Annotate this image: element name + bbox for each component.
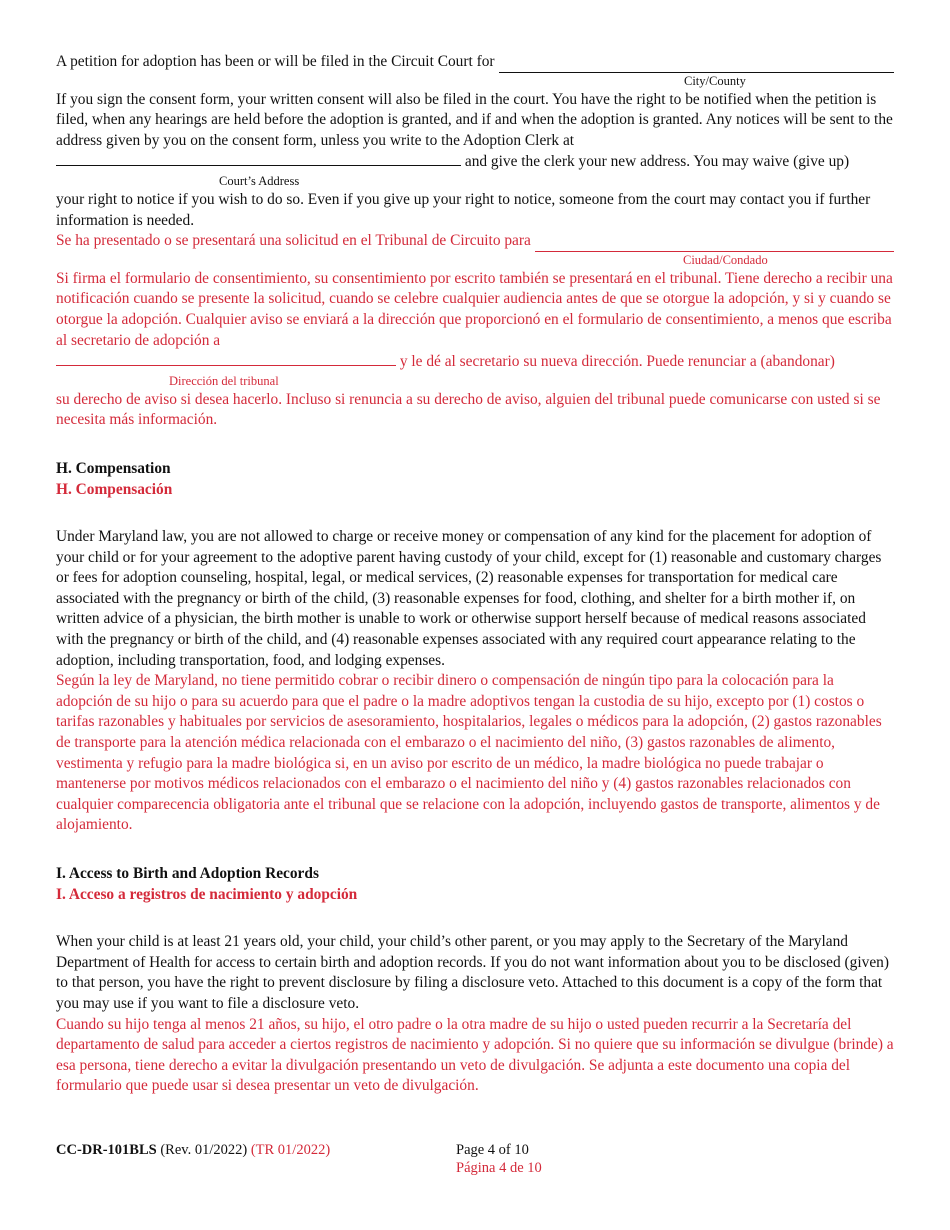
city-label-row: [56, 73, 894, 90]
petition-text-es: Se ha presentado o se presentará una solicitud en el Tribunal de Circuito para: [56, 232, 531, 250]
section-i-title-es: I. Acceso a registros de nacimiento y adopción: [56, 885, 358, 903]
direccion-label-row: [56, 373, 894, 390]
ciudad-condado-blank[interactable]: [535, 236, 894, 252]
document-page: A petition for adoption has been or will be filed in the Circuit Court for City/County If you sign the consent form, your written consent will also be filed in the court. You have the right to be notified when the petition is filed, when any hearings are held before the adoption is granted, and if and when the adoption is granted. Any notices will be sent to the address given by you on the consent form, unless you write to the Adoption Clerk at and give the clerk your new address. You may waive (give up) Court’s Address your right to notice if you wish to do so. Even if you give up your right to notice, someone from the court may contact you if further information is needed. Se ha presentado o se presentará una solicitud en el Tribunal de Circuito para Ciudad/Condado Si firma el formulario de consentimiento, su consentimiento por escrito también se presentará en el tribunal. Tiene derecho a recibir una notificación cuando se presente la solicitud, cuando se celebre cualquier audiencia antes de que se otorgue la adopción, y si y cuando se otorgue la adopción. Cualquier aviso se enviará a la dirección que proporcionó en el formulario de consentimiento, a menos que escriba al secretario de adopción a y le dé al secretario su nueva dirección. Puede renunciar a (abandonar) Dirección del tribunal su derecho de aviso si desea hacerlo. Incluso si renuncia a su derecho de aviso, alguien del tribunal puede comunicarse con usted si se necesita más información. H. Compensation H. Compensación Under Maryland law, you are not allowed to charge or receive money or compensation of any kind for the placement for adoption of your child or for your agreement to the adoptive parent having custody of your child, except for (1) reasonable and customary charges or fees for adoption counseling, hospital, legal, or medical services, (2) reasonable expenses for transportation for medical care associated with the pregnancy or birth of the child, (3) reasonable expenses for food, clothing, and shelter for a birth mother if, on written advice of a physician, the birth mother is unable to work or otherwise support herself because of medical reasons associated with the pregnancy or birth of the child, and (4) reasonable expenses associated with any required court appearance relating to the adoption, including transportation, food, and lodging expenses. Según la ley de Maryland, no tiene permitido cobrar o recibir dinero o compensación de ningún tipo para la colocación para la adopción de su hijo o para su acuerdo para que el padre o la madre adoptivos tengan la custodia de su hijo, excepto por (1) costos o tarifas razonables y habituales por servicios de asesoramiento, hospitalarios, legales o médicos para la adopción, (2) gastos razonables de transporte para la atención médica relacionada con el embarazo o el nacimiento del niño, (3) gastos razonables de alimento, vestimenta y refugio para la madre biológica si, en un aviso por escrito de un médico, la madre biológica no puede trabajar o mantenerse por motivos médicos relacionados con el embarazo o el nacimiento del niño y (4) gastos razonables relacionados con cualquier comparecencia obligatoria ante el tribunal que se relacione con la adopción, incluyendo gastos de transporte, alimentos y de alojamiento. I. Access to Birth and Adoption Records I. Acceso a registros de nacimiento y adopción When your child is at least 21 years old, your child, your child’s other parent, or you may apply to the Secretary of the Maryland Department of Health for access to certain birth and adoption records. If you do not want information about you to be disclosed (given) to that person, you have the right to prevent disclosure by filing a disclosure veto. Attached to this document is a copy of the form that you may use if you want to file a disclosure veto. Cuando su hijo tenga al menos 21 años, su hijo, el otro padre o la otra madre de su hijo o usted pueden recurrir a la Secretaría del departamento de salud para acceder a ciertos registros de nacimiento y adopción. Si no quiere que su información se divulgue (brinde) a esa persona, tiene derecho a evitar la divulgación presentando un veto de divulgación. Se adjunta a este documento una copia del formulario que puede usar si desea presentar un veto de divulgación. CC-DR-101BLS (Rev. 01/2022) (TR 01/2022) Page 4 of 10 Página 4 de 10: [56, 53, 894, 1176]
form-identifier: [56, 1141, 330, 1159]
compensation-body-en: Under Maryland law, you are not allowed to charge or receive money or compensation of any kind for the placement for adoption of your child or for your agreement to the adoptive parent having custody of your child, except for (1) reasonable and customary charges or fees for adoption counseling, hospital, legal, or medical services, (2) reasonable expenses for transportation for medical care associated with the pregnancy or birth of the child, (3) reasonable expenses for food, clothing, and shelter for a birth mother if, on written advice of a physician, the birth mother is unable to work or otherwise support herself because of medical reasons associated with the pregnancy or birth of the child, and (4) reasonable expenses associated with any required court appearance relating to the adoption, including transportation, food, and lodging expenses.: [56, 528, 882, 669]
page-content: [56, 52, 894, 1097]
translation-revision: (TR 01/2022): [250, 1142, 331, 1158]
court-address-blank[interactable]: [56, 151, 461, 166]
petition-line-es: [56, 231, 894, 252]
address-label-row: [56, 173, 894, 190]
section-h-title-en: H. Compensation: [56, 459, 171, 477]
section-i-title-en: I. Access to Birth and Adoption Records: [56, 865, 319, 882]
city-county-label: City/County: [684, 73, 746, 88]
records-body-es: Cuando su hijo tenga al menos 21 años, su hijo, el otro padre o la otra madre de su hijo o usted pueden recurrir a la Secretaría del departamento de salud para acceder a ciertos registros de nacimiento y adopción. Si no quiere que su información se divulgue (brinde) a esa persona, tiene derecho a evitar la divulgación presentando un veto de divulgación. Se adjunta a este documento una copia del formulario que puede usar si desea presentar un veto de divulgación.: [56, 1015, 894, 1095]
section-h-title-es: H. Compensación: [56, 480, 173, 498]
direccion-tribunal-blank[interactable]: [56, 351, 396, 366]
ciudad-condado-label: Ciudad/Condado: [683, 252, 768, 267]
direccion-tribunal-label: Dirección del tribunal: [169, 373, 279, 388]
consent-paragraph-en: If you sign the consent form, your written consent will also be filed in the court. You have the right to be notified when the petition is filed, when any hearings are held before the adoption is granted, and if and when the adoption is granted. Any notices will be sent to the address given by you on the consent form, unless you write to the Adoption Clerk at: [56, 90, 893, 149]
form-number: CC-DR-101BLS: [56, 1142, 157, 1158]
city-county-blank[interactable]: [499, 57, 894, 73]
ciudad-label-row: [56, 252, 894, 269]
court-address-label: Court’s Address: [219, 173, 300, 188]
waive-paragraph-en: your right to notice if you wish to do so. Even if you give up your right to notice, someone from the court may contact you if further information is needed.: [56, 190, 871, 229]
address-line-en: and give the clerk your new address. You may waive (give up): [56, 151, 894, 173]
petition-line-en: [56, 52, 894, 73]
address-line-es: y le dé al secretario su nueva dirección. Puede renunciar a (abandonar): [56, 351, 894, 373]
records-body-en: When your child is at least 21 years old, your child, your child’s other parent, or you may apply to the Secretary of the Maryland Department of Health for access to certain birth and adoption records. If you do not want information about you to be disclosed (given) to that person, you have the right to prevent disclosure by filing a disclosure veto. Attached to this document is a copy of the form that you may use if you want to file a disclosure veto.: [56, 933, 889, 1012]
form-revision: (Rev. 01/2022): [160, 1142, 248, 1158]
waive-paragraph-es: su derecho de aviso si desea hacerlo. Incluso si renuncia a su derecho de aviso, alguien del tribunal puede comunicarse con usted si se necesita más información.: [56, 390, 881, 429]
consent-paragraph-es: Si firma el formulario de consentimiento, su consentimiento por escrito también se presentará en el tribunal. Tiene derecho a recibir una notificación cuando se presente la solicitud, cuando se celebre cualquier audiencia antes de que se otorgue la adopción, y si y cuando se otorgue la adopción. Cualquier aviso se enviará a la dirección que proporcionó en el formulario de consentimiento, a menos que escriba al secretario de adopción a: [56, 269, 893, 349]
compensation-body-es: Según la ley de Maryland, no tiene permitido cobrar o recibir dinero o compensación de ningún tipo para la colocación para la adopción de su hijo o para su acuerdo para que el padre o la madre adoptivos tengan la custodia de su hijo, excepto por (1) costos o tarifas razonables y habituales por servicios de asesoramiento, hospitalarios, legales o médicos para la adopción, (2) gastos razonables de transporte para la atención médica relacionada con el embarazo o el nacimiento del niño, (3) gastos razonables de alimento, vestimenta y refugio para la madre biológica si, en un aviso por escrito de un médico, la madre biológica no puede trabajar o mantenerse por motivos médicos relacionados con el embarazo o el nacimiento del niño y (4) gastos razonables relacionados con cualquier comparecencia obligatoria ante el tribunal que se relacione con la adopción, incluyendo gastos de transporte, alimentos y de alojamiento.: [56, 672, 882, 834]
petition-text-en: A petition for adoption has been or will be filed in the Circuit Court for: [56, 53, 495, 70]
